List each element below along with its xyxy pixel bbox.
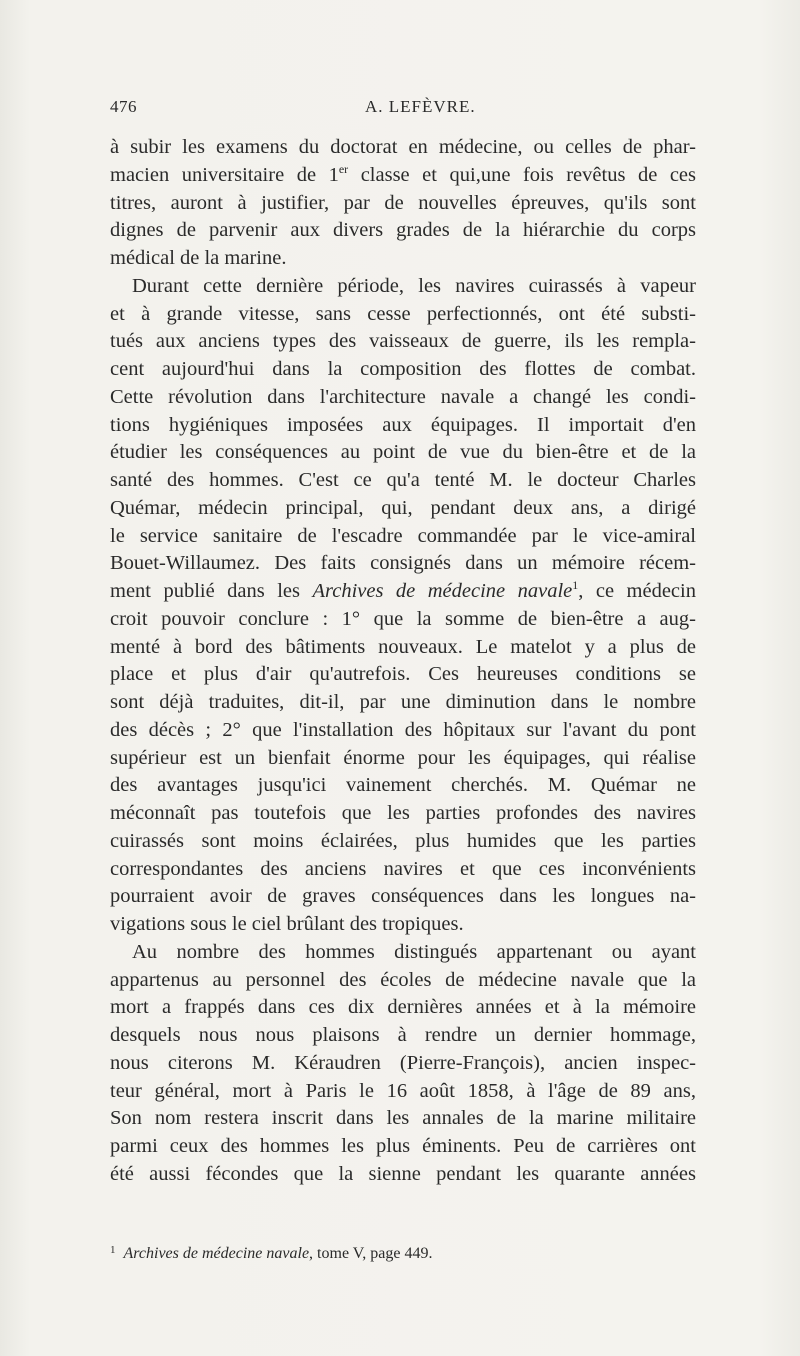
page-header [110, 97, 696, 121]
text-line [110, 772, 696, 800]
line-text: titres, auront à justifier, par de nouvelles épreuves, qu'ils sont [110, 191, 696, 214]
text-line [110, 412, 696, 440]
text-line [110, 495, 696, 523]
line-text: cent aujourd'hui dans la composition des flottes de combat. [110, 358, 696, 380]
text-line [110, 745, 696, 773]
text-line [110, 911, 696, 939]
line-text: Son nom restera inscrit dans les annales de la marine militaire [110, 1107, 696, 1130]
text-line [110, 856, 696, 884]
running-head: A. LEFÈVRE. [365, 97, 476, 116]
footnote-title: Archives de médecine navale [123, 1245, 310, 1262]
line-text: teur général, mort à Paris le 16 août 1858, à l'âge de 89 ans, [110, 1079, 696, 1102]
line-text: méconnaît pas toutefois que les parties profondes des navires [110, 802, 696, 824]
line-text: Durant cette dernière période, les navires cuirassés à vapeur [132, 274, 696, 297]
line-text: santé des hommes. C'est ce qu'a tenté M. le docteur Charles [110, 469, 696, 491]
text-line [110, 689, 696, 717]
line-text: , ce médecin [578, 580, 696, 602]
text-line [110, 883, 696, 911]
superscript: 1 [572, 578, 579, 593]
text-line [110, 1050, 696, 1078]
footnote [110, 1240, 696, 1264]
text-line [110, 467, 696, 495]
footnote-rest: , tome V, page 449. [309, 1245, 433, 1262]
line-text: menté à bord des bâtiments nouveaux. Le matelot y a plus de [110, 635, 696, 658]
text-line [110, 134, 696, 162]
text-line [110, 217, 696, 245]
line-text: ment publié dans les [110, 580, 313, 602]
text-line [110, 384, 696, 412]
text-line [110, 245, 696, 273]
text-line [110, 661, 696, 689]
text-line [110, 1022, 696, 1050]
line-text: croit pouvoir conclure : 1° que la somme de bien-être a aug- [110, 607, 696, 630]
text-line [110, 273, 696, 301]
line-text: nous citerons M. Kéraudren (Pierre-François), ancien inspec- [110, 1051, 696, 1074]
line-text: médical de la marine. [110, 247, 287, 269]
line-text: classe et qui,une fois revêtus de ces [348, 163, 697, 186]
text-line [110, 550, 696, 578]
line-text: tués aux anciens types des vaisseaux de guerre, ils les rempla- [110, 330, 696, 353]
line-text: sont déjà traduites, dit-il, par une diminution dans le nombre [110, 691, 696, 713]
line-text: parmi ceux des hommes les plus éminents. Peu de carrières ont [110, 1135, 696, 1157]
line-text: Cette révolution dans l'architecture navale a changé les condi- [110, 385, 696, 408]
line-text: été aussi fécondes que la sienne pendant les quarante années [110, 1162, 696, 1185]
body-text [110, 134, 696, 1189]
journal-title: Archives de médecine navale [312, 580, 573, 602]
line-text: étudier les conséquences au point de vue du bien-être et de la [110, 441, 696, 464]
line-text: Quémar, médecin principal, qui, pendant deux ans, a dirigé [110, 496, 696, 519]
line-text: macien universitaire de 1 [110, 163, 339, 186]
line-text: Bouet-Willaumez. Des faits consignés dans un mémoire récem- [110, 552, 696, 575]
text-line [110, 1078, 696, 1106]
line-text: correspondantes des anciens navires et que ces inconvénients [110, 857, 696, 880]
text-line [110, 356, 696, 384]
footnote-marker: 1 [110, 1244, 116, 1256]
line-text: desquels nous nous plaisons à rendre un dernier hommage, [110, 1024, 696, 1046]
text-line [110, 190, 696, 218]
page-number: 476 [110, 97, 137, 116]
text-line [110, 828, 696, 856]
text-line [110, 717, 696, 745]
text-line [110, 634, 696, 662]
text-line [110, 439, 696, 467]
text-line [110, 939, 696, 967]
text-line [110, 606, 696, 634]
line-text: tions hygiéniques imposées aux équipages. Il importait d'en [110, 413, 696, 436]
line-text: et à grande vitesse, sans cesse perfectionnés, ont été substi- [110, 302, 696, 325]
line-text: cuirassés sont moins éclairées, plus humides que les parties [110, 829, 696, 852]
line-text: le service sanitaire de l'escadre commandée par le vice-amiral [110, 524, 696, 547]
text-line [110, 1105, 696, 1133]
line-text: pourraient avoir de graves conséquences dans les longues na- [110, 885, 696, 908]
line-text: supérieur est un bienfait énorme pour les équipages, qui réalise [110, 746, 696, 769]
text-line [110, 523, 696, 551]
text-line [110, 301, 696, 329]
line-text: place et plus d'air qu'autrefois. Ces heureuses conditions se [110, 663, 696, 686]
line-text: à subir les examens du doctorat en médecine, ou celles de phar- [110, 136, 696, 158]
text-line [110, 800, 696, 828]
superscript: er [338, 161, 349, 176]
text-line [110, 994, 696, 1022]
line-text: appartenus au personnel des écoles de médecine navale que la [110, 968, 696, 991]
line-text: Au nombre des hommes distingués appartenant ou ayant [132, 940, 696, 963]
text-line [110, 162, 696, 190]
line-text: mort a frappés dans ces dix dernières années et à la mémoire [110, 996, 696, 1019]
text-line [110, 578, 696, 606]
line-text: des avantages jusqu'ici vainement cherchés. M. Quémar ne [110, 774, 696, 797]
line-text: dignes de parvenir aux divers grades de la hiérarchie du corps [110, 219, 696, 242]
line-text: des décès ; 2° que l'installation des hôpitaux sur l'avant du pont [110, 718, 696, 741]
text-line [110, 1133, 696, 1161]
text-line [110, 967, 696, 995]
text-line [110, 328, 696, 356]
line-text: vigations sous le ciel brûlant des tropiques. [110, 913, 464, 935]
text-line [110, 1161, 696, 1189]
